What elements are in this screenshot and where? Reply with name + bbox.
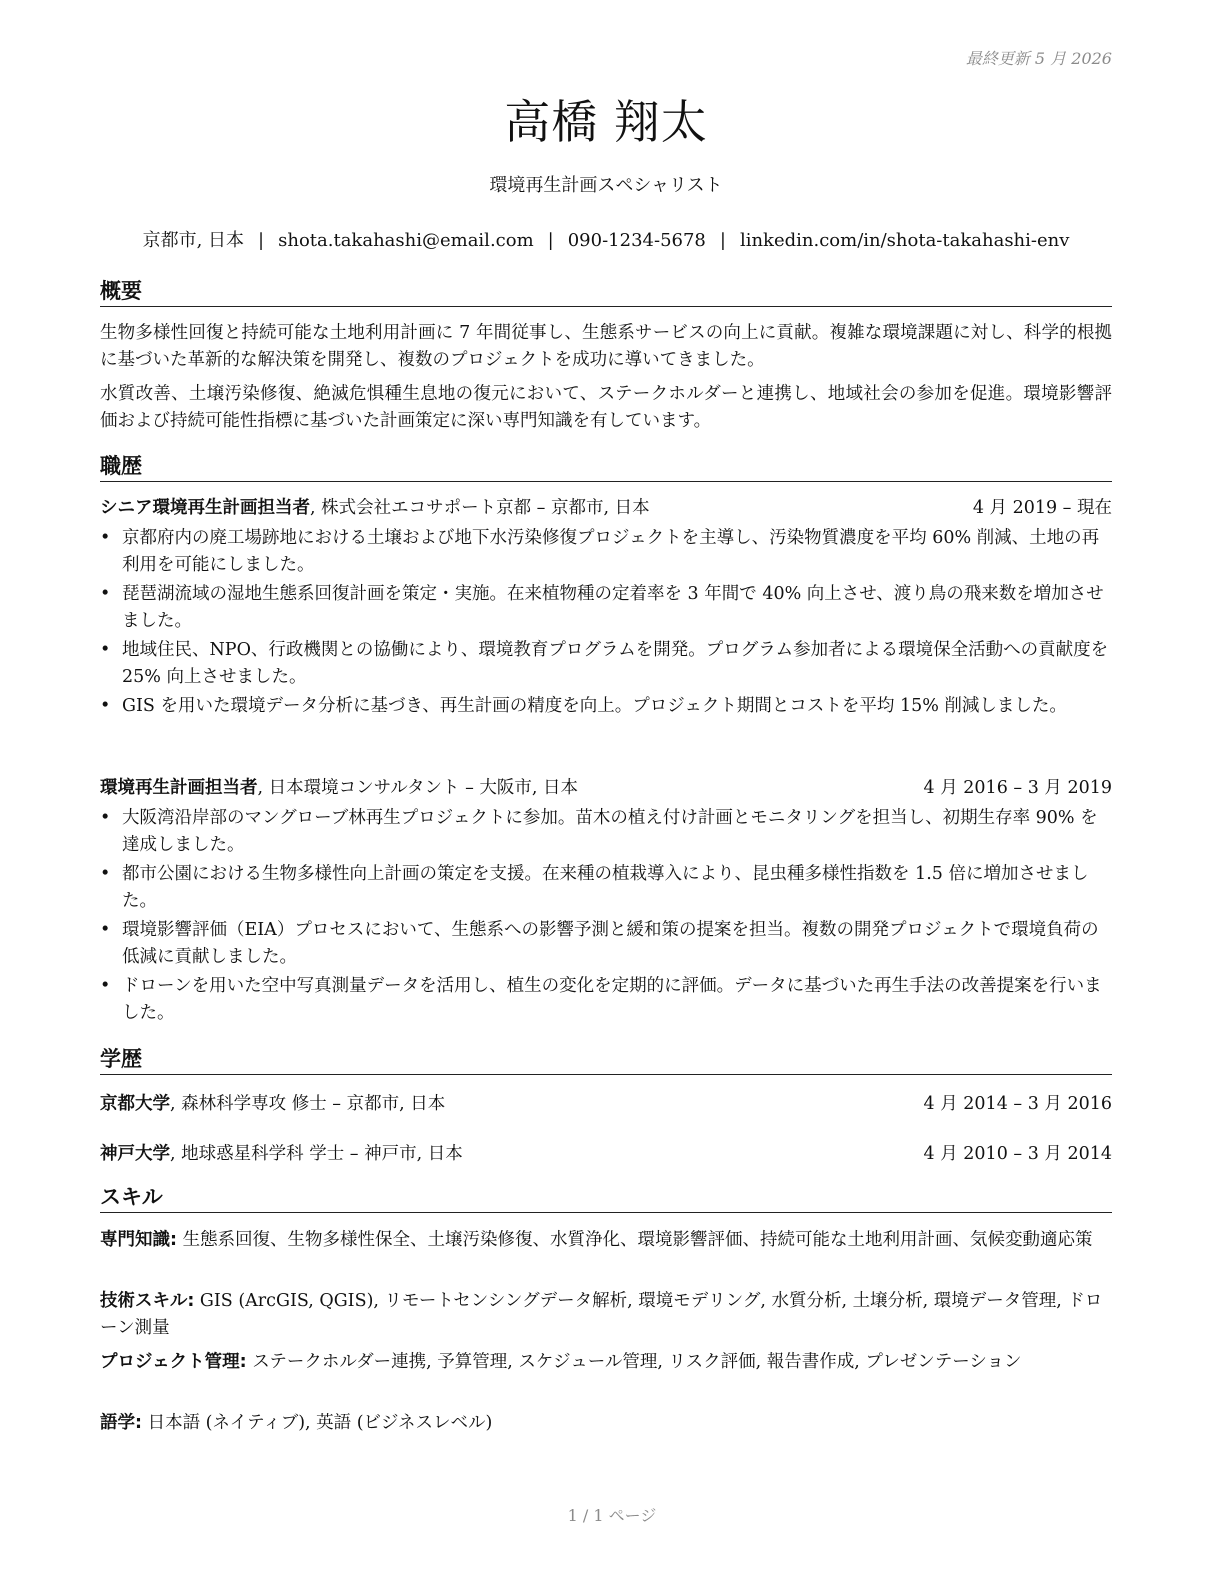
bullet-icon: • — [100, 976, 111, 996]
education-dates: 4 月 2014 – 3 月 2016 — [923, 1094, 1112, 1114]
list-item — [100, 525, 1112, 579]
bullet-icon: • — [100, 584, 111, 604]
section-heading-skills: スキル — [100, 1183, 1112, 1213]
contact-separator: | — [547, 230, 554, 251]
contact-phone[interactable]: 090-1234-5678 — [567, 230, 706, 251]
skill-line — [100, 1349, 1112, 1376]
job-dates: 4 月 2019 – 現在 — [972, 498, 1112, 518]
education-title-line — [100, 1092, 445, 1116]
education-item — [100, 1142, 1112, 1166]
contact-separator: | — [258, 230, 265, 251]
skill-text: 日本語 (ネイティブ), 英語 (ビジネスレベル) — [142, 1413, 493, 1433]
bullet-text: 都市公園における生物多様性向上計画の策定を支援。在来種の植栽導入により、昆虫種多様性指数を 1.5 倍に増加させました。 — [122, 864, 1089, 911]
contact-linkedin[interactable]: linkedin.com/in/shota-takahashi-env — [739, 230, 1070, 251]
list-item — [100, 805, 1112, 859]
list-item — [100, 581, 1112, 635]
skill-label: 語学: — [100, 1413, 142, 1433]
bullet-text: 環境影響評価（EIA）プロセスにおいて、生態系への影響予測と緩和策の提案を担当。複数の開発プロジェクトで環境負荷の低減に貢献しました。 — [122, 920, 1099, 967]
degree-info: , 森林科学専攻 修士 – 京都市, 日本 — [170, 1094, 446, 1114]
list-item — [100, 637, 1112, 691]
skill-text: 生態系回復、生物多様性保全、土壌汚染修復、水質浄化、環境影響評価、持続可能な土地利用計画、気候変動適応策 — [177, 1230, 1093, 1250]
job-dates: 4 月 2016 – 3 月 2019 — [923, 778, 1112, 798]
education-title-line — [100, 1142, 463, 1166]
section-heading-education: 学歴 — [100, 1045, 1112, 1075]
bullet-text: 京都府内の廃工場跡地における土壌および地下水汚染修復プロジェクトを主導し、汚染物質濃度を平均 60% 削減、土地の再利用を可能にしました。 — [122, 528, 1100, 575]
job-company: , 株式会社エコサポート京都 – 京都市, 日本 — [310, 498, 650, 518]
job-title-line — [100, 776, 578, 800]
bullet-icon: • — [100, 864, 111, 884]
bullet-text: GIS を用いた環境データ分析に基づき、再生計画の精度を向上。プロジェクト期間とコストを平均 15% 削減しました。 — [122, 696, 1067, 716]
job-header — [100, 496, 1112, 520]
summary-paragraph: 生物多様性回復と持続可能な土地利用計画に 7 年間従事し、生態系サービスの向上に貢献。複雑な環境課題に対し、科学的根拠に基づいた革新的な解決策を開発し、複数のプロジェクトを成功に導いてきました。 — [100, 323, 1112, 370]
skill-label: 専門知識: — [100, 1230, 177, 1250]
education-item — [100, 1092, 1112, 1116]
skill-label: プロジェクト管理: — [100, 1352, 247, 1372]
bullet-text: 大阪湾沿岸部のマングローブ林再生プロジェクトに参加。苗木の植え付け計画とモニタリングを担当し、初期生存率 90% を達成しました。 — [122, 808, 1098, 855]
skill-line — [100, 1410, 1112, 1437]
skill-label: 技術スキル: — [100, 1291, 195, 1311]
education-dates: 4 月 2010 – 3 月 2014 — [923, 1144, 1112, 1164]
bullet-icon: • — [100, 528, 111, 548]
page-number: 1 / 1 ページ — [567, 1506, 657, 1525]
degree-info: , 地球惑星科学科 学士 – 神戸市, 日本 — [170, 1144, 463, 1164]
last-updated: 最終更新 5 月 2026 — [965, 49, 1112, 68]
contact-separator: | — [719, 230, 726, 251]
bullet-text: 琵琶湖流域の湿地生態系回復計画を策定・実施。在来植物種の定着率を 3 年間で 40% 向上させ、渡り鳥の飛来数を増加させました。 — [122, 584, 1104, 631]
job-title-line — [100, 496, 650, 520]
job-role: 環境再生計画担当者 — [100, 778, 258, 798]
section-heading-summary: 概要 — [100, 277, 1112, 307]
school-name: 神戸大学 — [100, 1144, 170, 1164]
contact-email[interactable]: shota.takahashi@email.com — [278, 230, 534, 251]
school-name: 京都大学 — [100, 1094, 170, 1114]
skill-text: GIS (ArcGIS, QGIS), リモートセンシングデータ解析, 環境モデリング, 水質分析, 土壌分析, 環境データ管理, ドローン測量 — [100, 1291, 1103, 1338]
bullet-icon: • — [100, 640, 111, 660]
bullet-text: 地域住民、NPO、行政機関との協働により、環境教育プログラムを開発。プログラム参加者による環境保全活動への貢献度を 25% 向上させました。 — [122, 640, 1109, 687]
contact-line — [100, 226, 1112, 252]
job-role: シニア環境再生計画担当者 — [100, 498, 310, 518]
bullet-icon: • — [100, 920, 111, 940]
section-heading-experience: 職歴 — [100, 452, 1112, 482]
candidate-name: 高橋 翔太 — [504, 95, 708, 149]
skill-text: ステークホルダー連携, 予算管理, スケジュール管理, リスク評価, 報告書作成, プレゼンテーション — [246, 1352, 1022, 1372]
skill-line — [100, 1227, 1112, 1254]
bullet-icon: • — [100, 808, 111, 828]
contact-location: 京都市, 日本 — [142, 230, 245, 251]
job-header — [100, 776, 1112, 800]
candidate-title: 環境再生計画スペシャリスト — [489, 175, 723, 196]
list-item — [100, 917, 1112, 971]
list-item — [100, 973, 1112, 1027]
bullet-icon: • — [100, 696, 111, 716]
list-item — [100, 693, 1112, 720]
job-bullets — [100, 805, 1112, 1029]
list-item — [100, 861, 1112, 915]
summary-paragraph: 水質改善、土壌汚染修復、絶滅危惧種生息地の復元において、ステークホルダーと連携し、地域社会の参加を促進。環境影響評価および持続可能性指標に基づいた計画策定に深い専門知識を有しています。 — [100, 384, 1112, 431]
job-bullets — [100, 525, 1112, 722]
bullet-text: ドローンを用いた空中写真測量データを活用し、植生の変化を定期的に評価。データに基づいた再生手法の改善提案を行いました。 — [122, 976, 1102, 1023]
skill-line — [100, 1288, 1112, 1342]
job-company: , 日本環境コンサルタント – 大阪市, 日本 — [257, 778, 579, 798]
